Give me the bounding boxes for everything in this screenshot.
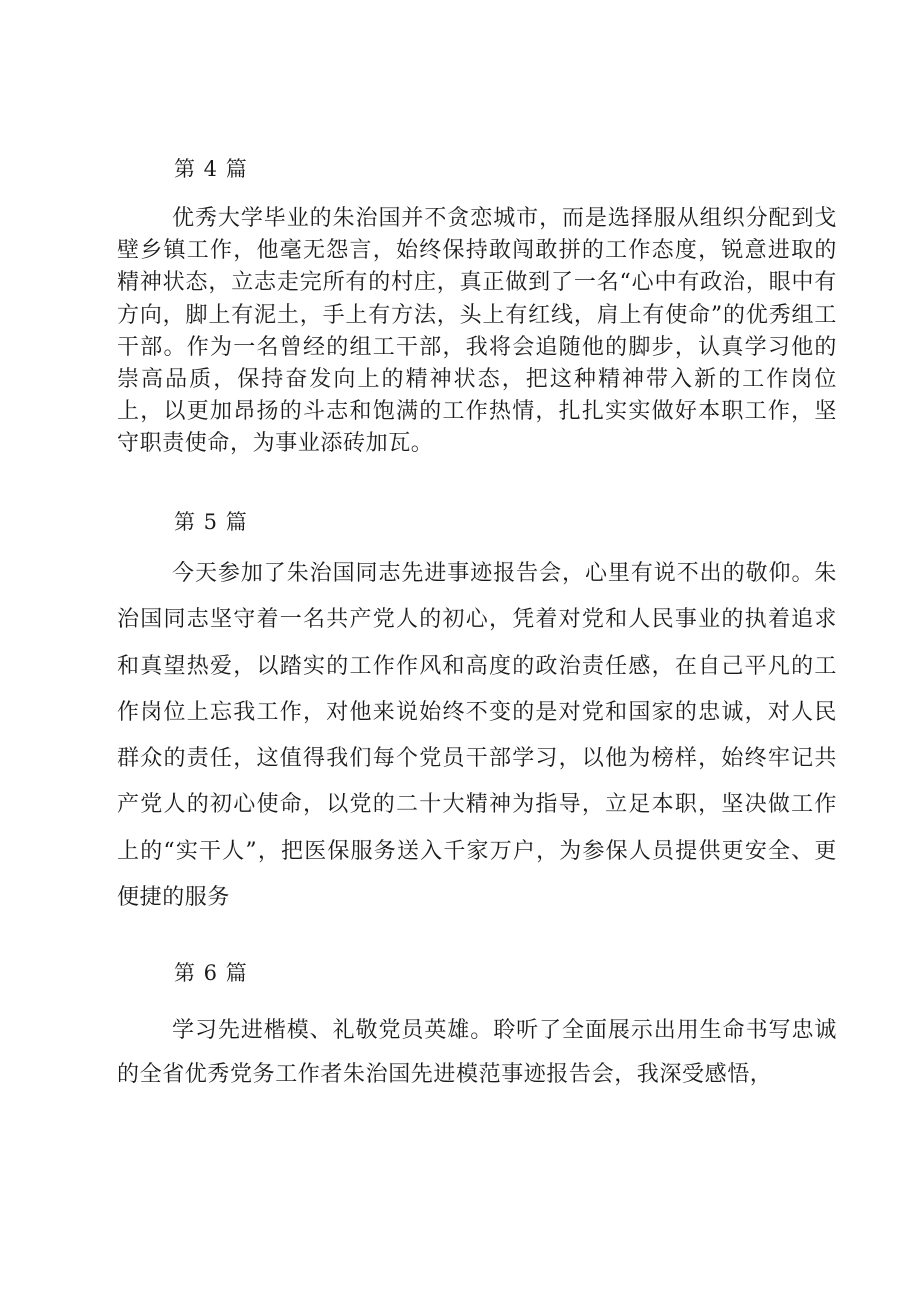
section-heading-4: 第 4 篇: [174, 157, 248, 181]
section-heading-6: 第 6 篇: [174, 961, 248, 985]
section-body-4: 优秀大学毕业的朱治国并不贪恋城市，而是选择服从组织分配到戈壁乡镇工作，他毫无怨言，始终保持敢闯敢拼的工作态度，锐意进取的精神状态，立志走完所有的村庄，真正做到了一名“心中有政治，眼中有方向，脚上有泥土，手上有方法，头上有红线，肩上有使命”的优秀组工干部。作为一名曾经的组工干部，我将会追随他的脚步，认真学习他的崇高品质，保持奋发向上的精神状态，把这种精神带入新的工作岗位上，以更加昂扬的斗志和饱满的工作热情，扎扎实实做好本职工作，坚守职责使命，为事业添砖加瓦。: [117, 206, 837, 457]
section-body-6: 学习先进楷模、礼敬党员英雄。聆听了全面展示出用生命书写忠诚的全省优秀党务工作者朱治国先进模范事迹报告会，我深受感悟，: [117, 1018, 837, 1087]
section-body-5: 今天参加了朱治国同志先进事迹报告会，心里有说不出的敬仰。朱治国同志坚守着一名共产党人的初心，凭着对党和人民事业的执着追求和真望热爱，以踏实的工作作风和高度的政治责任感，在自己平凡的工作岗位上忘我工作，对他来说始终不变的是对党和国家的忠诚，对人民群众的责任，这值得我们每个党员干部学习，以他为榜样，始终牢记共产党人的初心使命，以党的二十大精神为指导，立足本职，坚决做工作上的“实干人”，把医保服务送入千家万户，为参保人员提供更安全、更便捷的服务: [117, 561, 837, 911]
section-heading-5: 第 5 篇: [174, 510, 248, 534]
